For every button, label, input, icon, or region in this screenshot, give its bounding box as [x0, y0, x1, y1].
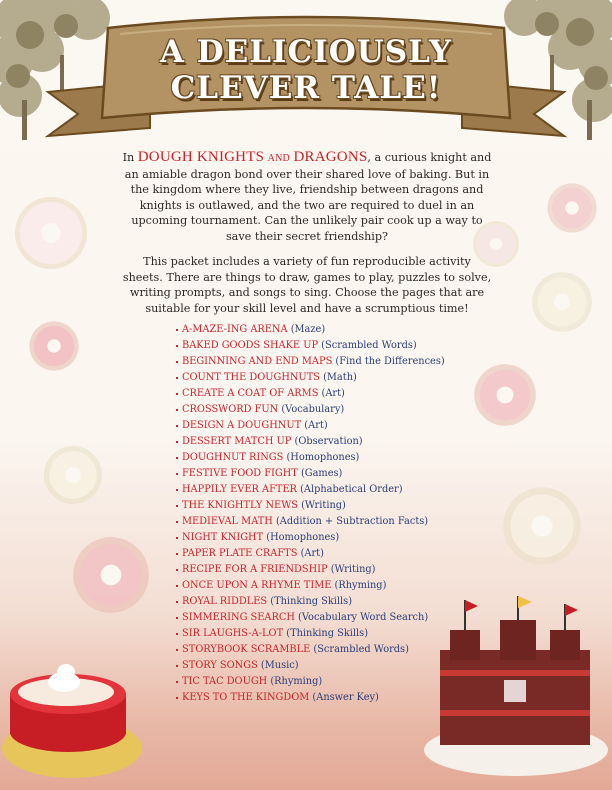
activity-name: CREATE A COAT OF ARMS	[182, 388, 319, 399]
page-title-line2: CLEVER TALE!	[170, 70, 442, 106]
activity-type: (Rhyming)	[270, 676, 323, 687]
activity-type: (Thinking Skills)	[286, 628, 369, 639]
doughnut-illustration	[26, 318, 82, 374]
activity-type: (Vocabulary)	[281, 404, 345, 415]
doughnut-illustration	[498, 482, 586, 570]
activity-name: SIMMERING SEARCH	[182, 612, 295, 623]
activity-type: (Vocabulary Word Search)	[298, 612, 429, 623]
activity-type: (Addition + Subtraction Facts)	[275, 516, 429, 527]
activity-name: BAKED GOODS SHAKE UP	[182, 340, 319, 351]
list-item	[176, 322, 445, 338]
activity-list	[176, 322, 445, 706]
activity-name: FESTIVE FOOD FIGHT	[182, 468, 298, 479]
activity-name: DOUGHNUT RINGS	[182, 452, 284, 463]
activity-name: MEDIEVAL MATH	[182, 516, 273, 527]
activity-type: (Writing)	[330, 564, 376, 575]
list-item	[176, 418, 445, 434]
activity-type: (Art)	[321, 388, 345, 399]
list-item	[176, 386, 445, 402]
page-title-line1: A DELICIOUSLY	[159, 34, 453, 70]
activity-name: BEGINNING AND END MAPS	[182, 356, 333, 367]
list-item	[176, 434, 445, 450]
activity-name: TIC TAC DOUGH	[182, 676, 268, 687]
list-item	[176, 674, 445, 690]
packet-description: This packet includes a variety of fun reproducible activity sheets. There are things to draw, games to play, puzzles to solve, writing prompts, and songs to sing. Choose the pages that are suitable for your skill level and have a scrumptious time!	[122, 255, 492, 315]
activity-type: (Alphabetical Order)	[300, 484, 403, 495]
activity-type: (Scrambled Words)	[321, 340, 417, 351]
activity-name: THE KNIGHTLY NEWS	[182, 500, 298, 511]
cake-illustration	[0, 630, 150, 790]
list-item	[176, 594, 445, 610]
list-item	[176, 498, 445, 514]
doughnut-illustration	[40, 442, 106, 508]
list-item	[176, 690, 445, 706]
intro-paragraph	[122, 150, 492, 245]
activity-type: (Art)	[304, 420, 328, 431]
doughnut-illustration	[528, 268, 596, 336]
list-item	[176, 450, 445, 466]
activity-name: STORYBOOK SCRAMBLE	[182, 644, 311, 655]
list-item	[176, 338, 445, 354]
activity-type: (Observation)	[294, 436, 363, 447]
list-item	[176, 514, 445, 530]
doughnut-illustration	[10, 192, 92, 274]
activity-type: (Homophones)	[286, 452, 360, 463]
activity-name: DESSERT MATCH UP	[182, 436, 292, 447]
list-item	[176, 658, 445, 674]
activity-type: (Art)	[300, 548, 324, 559]
book-title-and: AND	[267, 153, 290, 164]
activity-name: KEYS TO THE KINGDOM	[182, 692, 310, 703]
list-item	[176, 466, 445, 482]
activity-type: (Maze)	[290, 324, 326, 335]
activity-type: (Math)	[323, 372, 357, 383]
list-item	[176, 370, 445, 386]
activity-name: COUNT THE DOUGHNUTS	[182, 372, 320, 383]
activity-type: (Writing)	[301, 500, 346, 511]
list-item	[176, 578, 445, 594]
activity-name: CROSSWORD FUN	[182, 404, 279, 415]
activity-name: SIR LAUGHS-A-LOT	[182, 628, 284, 639]
list-item	[176, 626, 445, 642]
activity-type: (Rhyming)	[334, 580, 387, 591]
activity-type: (Games)	[300, 468, 343, 479]
list-item	[176, 562, 445, 578]
activity-type: (Thinking Skills)	[270, 596, 353, 607]
activity-name: A-MAZE-ING ARENA	[182, 324, 288, 335]
list-item	[176, 402, 445, 418]
list-item	[176, 530, 445, 546]
activity-name: ROYAL RIDDLES	[182, 596, 268, 607]
list-item	[176, 482, 445, 498]
activity-type: (Music)	[260, 660, 299, 671]
intro-body: , a curious knight and an amiable dragon bond over their shared love of baking. But in the kingdom where they live, friendship between dragons and knights is outlawed, and the two are required to duel in an upcoming tournament. Can the unlikely pair cook up a way to save their secret friendship?	[124, 151, 492, 243]
activity-type: (Homophones)	[266, 532, 340, 543]
list-item	[176, 610, 445, 626]
activity-type: (Answer Key)	[312, 692, 379, 703]
intro-prefix: In	[122, 151, 138, 164]
doughnut-illustration	[68, 532, 154, 618]
activity-type: (Scrambled Words)	[313, 644, 409, 655]
activity-name: NIGHT KNIGHT	[182, 532, 264, 543]
activity-name: PAPER PLATE CRAFTS	[182, 548, 298, 559]
castle-cake-illustration	[420, 590, 612, 790]
book-title-dragons: DRAGONS	[293, 149, 368, 165]
activity-type: (Find the Differences)	[335, 356, 445, 367]
activity-name: RECIPE FOR A FRIENDSHIP	[182, 564, 328, 575]
activity-name: STORY SONGS	[182, 660, 258, 671]
activity-name: ONCE UPON A RHYME TIME	[182, 580, 332, 591]
doughnut-illustration	[544, 180, 600, 236]
activity-name: DESIGN A DOUGHNUT	[182, 420, 302, 431]
doughnut-illustration	[470, 360, 540, 430]
list-item	[176, 546, 445, 562]
book-title: DOUGH KNIGHTS	[137, 149, 265, 165]
list-item	[176, 642, 445, 658]
list-item	[176, 354, 445, 370]
activity-name: HAPPILY EVER AFTER	[182, 484, 297, 495]
